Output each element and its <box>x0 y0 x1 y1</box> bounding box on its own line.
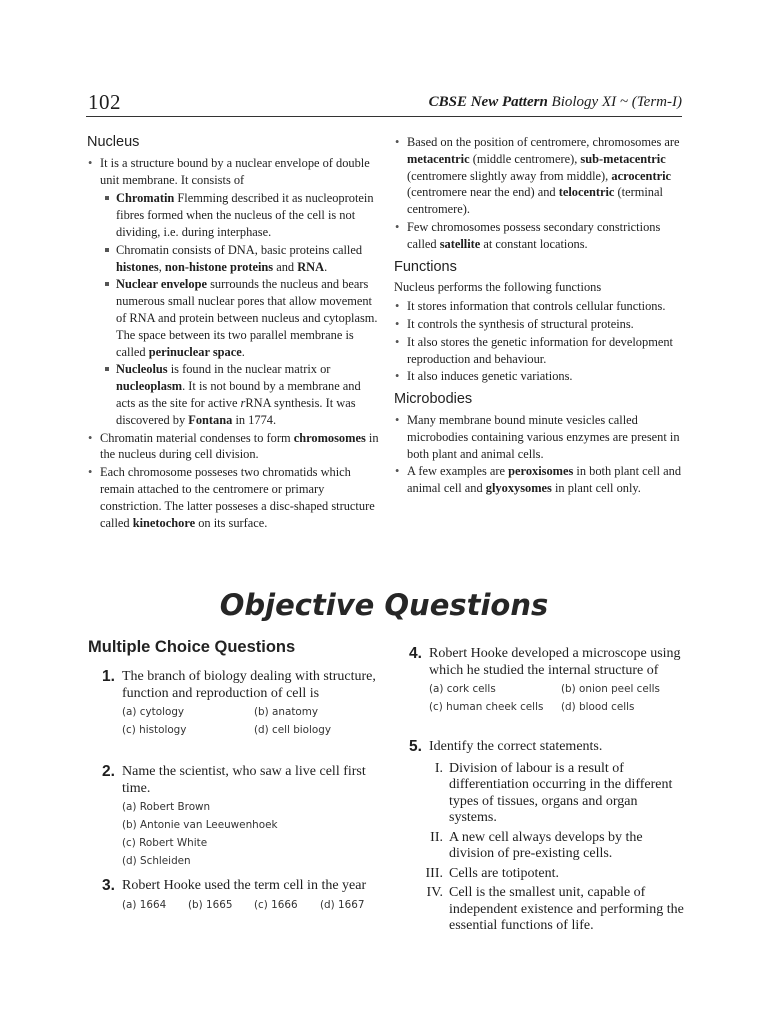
objective-questions-title: Objective Questions <box>219 588 549 622</box>
option-c[interactable]: (c) histology <box>122 724 187 736</box>
term-nucleoplasm: nucleoplasm <box>116 379 183 394</box>
question-number: 5. <box>409 738 422 755</box>
condensation-suffix: in the nucleus during cell division. <box>100 430 379 462</box>
satellite-text: Few chromosomes possess secondary constrictions called <box>407 219 661 251</box>
term-satellite: satellite <box>439 236 481 251</box>
chromatids-text: Each chromosome posseses two chromatids which remain attached to the centromere or primary constriction. The latter posseses a disc-shaped structure called <box>100 465 375 530</box>
list-item <box>87 430 379 464</box>
centromere-text-4: (centromere near the end) and <box>407 185 559 200</box>
question-4 <box>409 645 685 716</box>
option-d[interactable]: (d) blood cells <box>561 701 635 713</box>
term-kinetochore: kinetochore <box>132 515 196 530</box>
list-item: • It also induces genetic variations. <box>394 368 684 385</box>
term-rna: RNA <box>297 259 325 274</box>
statement-number: I. <box>434 760 443 776</box>
option-c[interactable]: (c) 1666 <box>254 898 298 911</box>
term-chromatin: Chromatin <box>116 191 175 206</box>
microbodies-heading: Microbodies <box>394 391 473 408</box>
list-item <box>104 276 379 360</box>
option-d[interactable]: (d) cell biology <box>254 724 332 736</box>
mcq-heading: Multiple Choice Questions <box>88 638 296 656</box>
nucleus-sublist <box>104 190 379 428</box>
microbodies-text-2: in both plant cell and animal cell and <box>407 464 682 496</box>
statement-ii <box>409 830 685 863</box>
period: . <box>241 344 245 359</box>
nucleus-heading: Nucleus <box>87 134 140 150</box>
option-d[interactable]: (d) Schleiden <box>122 855 191 867</box>
question-text: The branch of biology dealing with structure, function and reproduction of cell is <box>122 669 376 701</box>
options <box>429 680 685 716</box>
right-column <box>394 134 684 498</box>
option-a[interactable]: (a) 1664 <box>122 898 167 911</box>
functions-heading: Functions <box>394 258 457 275</box>
satellite-suffix: at constant locations. <box>480 236 588 251</box>
question-number: 4. <box>409 645 422 662</box>
page-number: 102 <box>88 90 121 114</box>
term-fontana: Fontana <box>188 412 233 427</box>
nucleolus-text: is found in the nuclear matrix or <box>167 362 331 377</box>
book-subtitle: Biology XI ~ (Term-I) <box>551 94 682 110</box>
centromere-text-5: (terminal centromere). <box>407 185 663 217</box>
centromere-text-2: (middle centromere), <box>469 151 581 166</box>
statement-number: IV. <box>426 885 443 900</box>
nucleolus-year: in 1774. <box>232 412 277 427</box>
running-head <box>429 94 682 111</box>
statement-text: A new cell always develops by the division of pre-existing cells. <box>449 829 643 861</box>
question-1 <box>102 668 382 739</box>
statement-number: II. <box>430 829 443 845</box>
nuclear-envelope-text: surrounds the nucleus and bears numerous small nuclear pores that allow movement of RNA and protein between nucleus and cytoplasm. The space between its two parallel membrane is called <box>116 277 378 359</box>
options <box>122 703 382 739</box>
options <box>122 896 382 914</box>
chromatin-text: Flemming described it as nucleoprotein fibres formed when the nucleus of the cell is not dividing, i.e. during interphase. <box>116 191 374 239</box>
centromere-text-3: (centromere slightly away from middle), <box>407 168 612 183</box>
term-acrocentric: acrocentric <box>611 168 672 183</box>
list-item: • It also stores the genetic information for development reproduction and behaviour. <box>394 334 684 368</box>
question-number: 2. <box>102 763 115 780</box>
centromere-text: Based on the position of centromere, chromosomes are <box>407 135 680 149</box>
functions-list <box>394 298 684 385</box>
option-a[interactable]: (a) cytology <box>122 706 185 718</box>
statement-list <box>409 761 685 935</box>
period: . <box>324 259 328 274</box>
term-nuclear-envelope: Nuclear envelope <box>116 277 207 292</box>
list-item: • It stores information that controls cellular functions. <box>394 298 684 315</box>
option-b[interactable]: (b) 1665 <box>188 898 233 911</box>
option-b[interactable]: (b) Antonie van Leeuwenhoek <box>122 819 278 831</box>
composition-text: Chromatin consists of DNA, basic proteins called <box>116 242 363 257</box>
term-histones: histones <box>116 259 159 274</box>
question-3 <box>102 877 382 914</box>
chromatids-suffix: on its surface. <box>195 515 268 530</box>
question-text: Robert Hooke developed a microscope using which he studied the internal structure of <box>429 646 681 678</box>
list-item <box>104 242 379 276</box>
microbodies-text: A few examples are <box>407 464 509 479</box>
question-text: Identify the correct statements. <box>429 739 603 754</box>
statement-text: Cell is the smallest unit, capable of independent existence and performing the essential functions of life. <box>449 885 684 933</box>
list-item <box>87 155 379 429</box>
question-number: 1. <box>102 668 115 685</box>
option-c[interactable]: (c) Robert White <box>122 837 208 849</box>
conjunction: and <box>273 259 298 274</box>
book-title: CBSE New Pattern <box>428 94 548 110</box>
list-item <box>87 464 379 531</box>
option-a[interactable]: (a) cork cells <box>429 683 496 695</box>
microbodies-text-3: in plant cell only. <box>551 481 641 496</box>
term-peroxisomes: peroxisomes <box>508 464 574 479</box>
functions-intro: Nucleus performs the following functions <box>394 280 602 295</box>
list-item <box>394 219 684 253</box>
nucleolus-text-2: . It is not bound by a membrane and acts as the site for active <box>116 379 361 410</box>
list-item: • It controls the synthesis of structural proteins. <box>394 316 684 333</box>
nucleolus-text-3: RNA synthesis. It was discovered by <box>116 395 356 427</box>
list-item: • Many membrane bound minute vesicles called microbodies containing various enzymes are present in both plant and animal cells. <box>394 412 684 462</box>
statement-text: Division of labour is a result of differentiation occurring in the different types of tissues, organs and organ systems. <box>449 760 673 825</box>
list-item <box>394 134 684 218</box>
term-telocentric: telocentric <box>558 185 615 200</box>
list-item <box>104 361 379 428</box>
question-text: Robert Hooke used the term cell in the year <box>122 878 367 893</box>
term-perinuclear-space: perinuclear space <box>148 344 242 359</box>
term-non-histone-proteins: non-histone proteins <box>164 259 274 274</box>
option-a[interactable]: (a) Robert Brown <box>122 801 211 813</box>
separator: , <box>158 259 165 274</box>
nucleus-intro: It is a structure bound by a nuclear envelope of double unit membrane. It consists of <box>100 155 370 187</box>
option-b[interactable]: (b) anatomy <box>254 706 319 718</box>
term-chromosomes: chromosomes <box>293 430 366 445</box>
question-5 <box>409 738 685 938</box>
term-sub-metacentric: sub-metacentric <box>580 151 666 166</box>
statement-i <box>409 761 685 827</box>
term-glyoxysomes: glyoxysomes <box>485 481 552 496</box>
list-item <box>394 463 684 497</box>
statement-number: III. <box>425 865 443 881</box>
option-c[interactable]: (c) human cheek cells <box>429 701 544 713</box>
question-number: 3. <box>102 877 115 894</box>
option-b[interactable]: (b) onion peel cells <box>561 683 660 695</box>
options <box>122 798 382 870</box>
statement-text: Cells are totipotent. <box>449 865 560 881</box>
statement-iii <box>409 866 685 883</box>
option-d[interactable]: (d) 1667 <box>320 898 365 911</box>
question-text: Name the scientist, who saw a live cell first time. <box>122 764 366 796</box>
term-nucleolus: Nucleolus <box>116 362 168 377</box>
microbodies-list <box>394 412 684 497</box>
chromosome-list <box>394 134 684 253</box>
statement-iv <box>409 885 685 935</box>
term-metacentric: metacentric <box>407 151 470 166</box>
nucleus-list <box>87 155 379 532</box>
left-column <box>87 134 379 532</box>
list-item <box>104 190 379 240</box>
italic-r: r <box>240 395 246 410</box>
question-2 <box>102 763 382 870</box>
condensation-text: Chromatin material condenses to form <box>100 430 294 445</box>
header-rule <box>86 116 682 117</box>
